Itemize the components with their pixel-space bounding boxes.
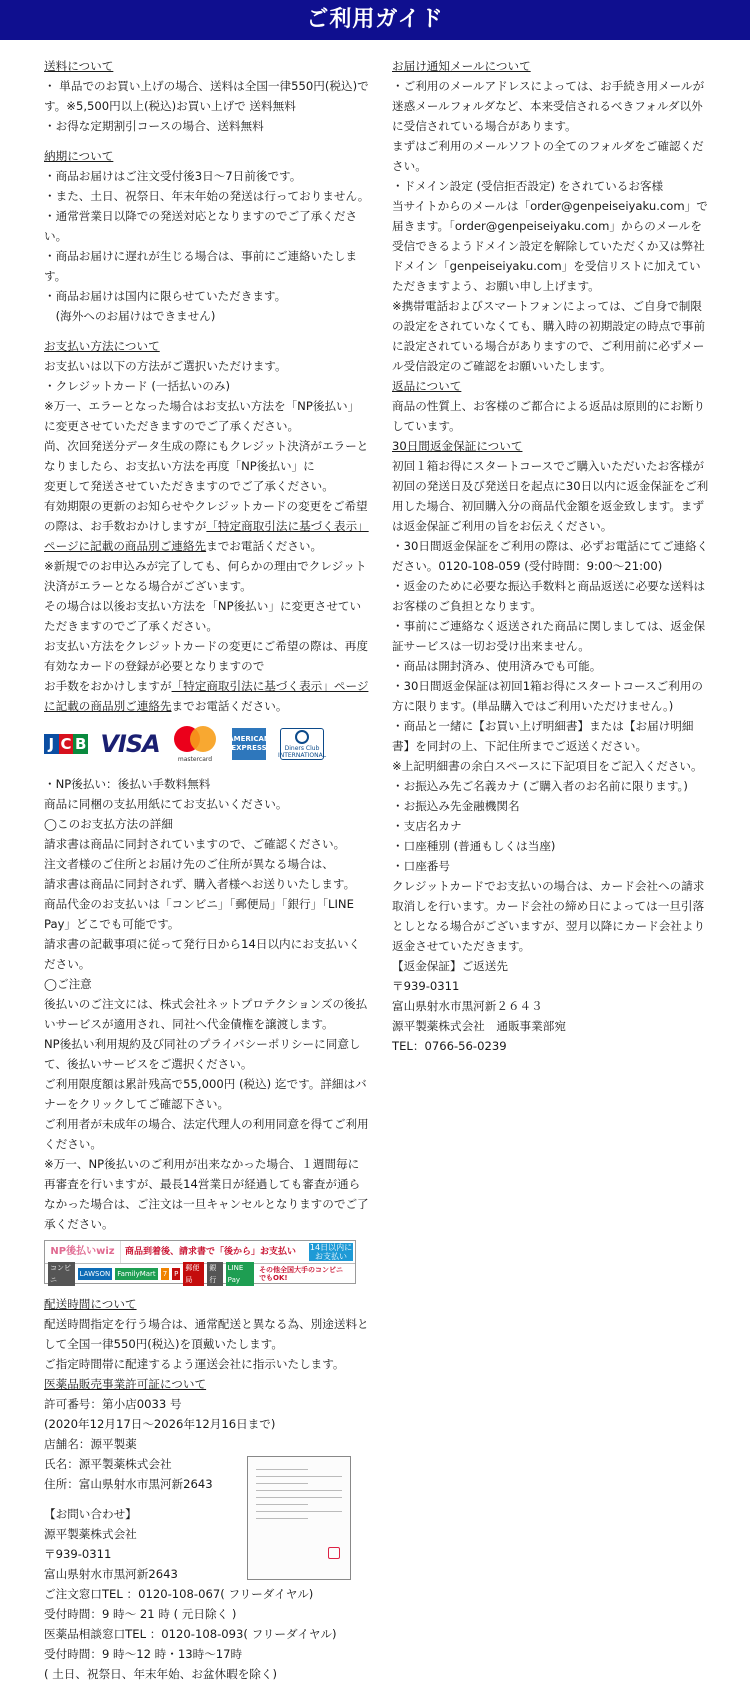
returns-heading: 返品について — [392, 379, 462, 393]
license-certificate-image — [247, 1456, 351, 1580]
np-store: FamilyMart — [117, 1269, 156, 1278]
np-store-list — [45, 1264, 355, 1283]
np-days-badge: 14日以内にお支払い — [309, 1243, 353, 1261]
email-heading: お届け通知メールについて — [392, 59, 531, 73]
guarantee-heading: 30日間返金保証について — [392, 439, 523, 453]
delivery-heading: 納期について — [44, 149, 114, 163]
contact-text: 【お問い合わせ】 源平製薬株式会社 〒939-0311 富山県射水市黒河新2643 ご注文窓口TEL ：0120-108-067( フリーダイヤル) 受付時間：9 時〜 21 時 ( 元日除く ) 医薬品相談窓口TEL ：0120-108-093( フリーダイヤル) 受付時間：9 時〜12 時・13時〜17時 ( 土日、祝祭日、年末年始、お盆休暇を除く) — [44, 1507, 337, 1681]
license-heading: 医薬品販売事業許可証について — [44, 1377, 207, 1391]
np-store: LINE Pay — [226, 1262, 254, 1286]
guarantee-text: 初回１箱お得にスタートコースでご購入いただいたお客様が初回の発送日及び発送日を起点に30日以内に返金保証をご利用した場合、初回購入分の商品代金額を返金致します。まずは返金保証ご利用の旨をお伝えください。 ・30日間返金保証をご利用の際は、必ずお電話にてご連絡ください。0120-108-059 (受付時間：9:00〜21:00) ・返金のために必要な振込手数料と商品返送に必要な送料はお客様のご負担となります。 ・事前にご連絡なく返送された商品に関しましては、返金保証サービスは一切お受け出来ません。 ・商品は開封済み、使用済みでも可能。 ・30日間返金保証は初回1箱お得にスタートコースご利用の方に限ります。(単品購入ではご利用いただけません。) ・商品と一緒に【お買い上げ明細書】または【お届け明細書】を同封の上、下記住所までご返送ください。 ※上記明細書の余白スペースに下記項目をご記入ください。 ・お振込み先ご名義カナ (ご購入者のお名前に限ります。) ・お振込み先金融機関名 ・支店名カナ ・口座種別 (普通もしくは当座) ・口座番号 クレジットカードでお支払いの場合は、カード会社への請求取消しを行います。カード会社の締め日によっては一旦引落としとなる場合がございますが、翌月以降にカード会社より返金させていただきます。 【返金保証】ご返送先 〒939-0311 富山県射水市黒河新２６４３ 源平製薬株式会社 通販事業部宛 TEL：0766-56-0239 — [392, 459, 709, 1053]
card-logos — [44, 724, 370, 764]
visa-logo: VISA — [100, 730, 160, 758]
jcb-logo: J C B — [44, 728, 88, 760]
tokusho-link[interactable]: 「特定商取引法に基づく表示」ページに記載の商品別ご連絡先 — [44, 519, 369, 553]
np-store: P — [174, 1269, 179, 1278]
payment-text-2: ※新規でのお申込みが完了しても、何らかの理由でクレジット決済がエラーとなる場合がございます。 その場合は以後お支払い方法を「NP後払い」に変更させていただきますのでご了承ください。 お支払い方法をクレジットカードの変更にご希望の際は、再度有効なカードの登録が必要となりますので お手数をおかけしますが — [44, 559, 368, 693]
payment-text-1: お支払いは以下の方法がご選択いただけます。 ・クレジットカード (一括払いのみ) ※万一、エラーとなった場合はお支払い方法を「NP後払い」に変更させていただきますのでご了承ください。 尚、次回発送分データ生成の際にもクレジット決済がエラーとなりましたら、お支払い方法を再度「NP後払い」に 変更して発送させていただきますのでご了承ください。 有効期限の更新のお知らせやクレジットカードの変更をご希望の際は、お手数おかけしますが — [44, 359, 369, 533]
np-store-note: その他全国大手のコンビニでもOK! — [259, 1265, 344, 1282]
left-column — [44, 56, 370, 1684]
np-store: 7 — [162, 1269, 168, 1278]
timeslot-heading: 配送時間について — [44, 1297, 137, 1311]
np-store: コンビニ — [48, 1262, 75, 1286]
np-store: 銀行 — [207, 1262, 222, 1286]
np-store: 郵便局 — [183, 1262, 204, 1286]
np-banner[interactable] — [44, 1240, 356, 1284]
np-message: 商品到着後、請求書で「後から」お支払い — [125, 1247, 297, 1257]
email-text: ・ご利用のメールアドレスによっては、お手続き用メールが迷惑メールフォルダなど、本来受信されるべきフォルダ以外に受信されている場合があります。 まずはご利用のメールソフトの全てのフォルダをご確認ください。 ・ドメイン設定 (受信拒否設定) をされているお客様 当サイトからのメールは「order@genpeiseiyaku.com」で届きます。「order@genpeiseiyaku.com」からのメールを受信できるようドメイン設定を解除していただくか又は弊社ドメイン「genpeiseiyaku.com」を受信リストに加えていただきますよう、お願い申し上げます。 ※携帯電話およびスマートフォンによっては、ご自身で制限の設定をされていなくても、購入時の初期設定の時点で事前に設定されている場合がありますので、ご利用前に必ずメール受信設定のご確認をお願いいたします。 — [392, 79, 708, 373]
tokusho-link-2[interactable]: 「特定商取引法に基づく表示」ページに記載の商品別ご連絡先 — [44, 679, 369, 713]
shipping-text: ・ 単品でのお買い上げの場合、送料は全国一律550円(税込)です。※5,500円以上(税込)お買い上げで 送料無料 ・お得な定期割引コースの場合、送料無料 — [44, 79, 369, 133]
delivery-text: ・商品お届けはご注文受付後3日〜7日前後です。 ・また、土日、祝祭日、年末年始の発送は行っておりません。 ・通常営業日以降での発送対応となりますのでご了承ください。 ・商品お届けに遅れが生じる場合は、事前にご連絡いたします。 ・商品お届けは国内に限らせていただきます。 (海外へのお届けはできません) — [44, 169, 370, 323]
np-logo: NP後払いwiz — [45, 1241, 121, 1263]
returns-text: 商品の性質上、お客様のご都合による返品は原則的にお断りしています。 — [392, 399, 706, 433]
license-section — [44, 1374, 370, 1684]
timeslot-text: 配送時間指定を行う場合は、通常配送と異なる為、別途送料として全国一律550円(税込)を頂戴いたします。 ご指定時間帯に配達するよう運送会社に指示いたします。 — [44, 1317, 369, 1371]
payment-text-2b: までお電話ください。 — [171, 699, 288, 713]
page-header — [0, 0, 750, 40]
right-column — [392, 56, 710, 1056]
payment-text-2-block — [44, 556, 370, 716]
seal-stamp — [328, 1547, 340, 1559]
payment-text-1b: までお電話ください。 — [206, 539, 323, 553]
mastercard-logo: mastercard — [172, 724, 218, 764]
np-store: LAWSON — [79, 1269, 111, 1278]
np-payment-text: ・NP後払い：後払い手数料無料 商品に同梱の支払用紙にてお支払いください。 ◯このお支払方法の詳細 請求書は商品に同封されていますので、ご確認ください。 注文者様のご住所とお届け先のご住所が異なる場合は、 請求書は商品に同封されず、購入者様へお送りいたします。 商品代金のお支払いは「コンビニ」「郵便局」「銀行」「LINE Pay」どこでも可能です。 請求書の記載事項に従って発行日から14日以内にお支払いください。 ◯ご注意 後払いのご注文には、株式会社ネットプロテクションズの後払いサービスが適用され、同社へ代金債権を譲渡します。 NP後払い利用規約及び同社のプライバシーポリシーに同意して、後払いサービスをご選択ください。 ご利用限度額は累計残高で55,000円 (税込) 迄です。詳細はバナーをクリックしてご確認下さい。 ご利用者が未成年の場合、法定代理人の利用同意を得てご利用ください。 ※万一、NP後払いのご利用が出来なかった場合、１週間毎に再審査を行いますが、最長14営業日が経過しても審査が通らなかった場合は、ご注文は一旦キャンセルとなりますのでご了承ください。 — [44, 777, 369, 1231]
payment-text — [44, 356, 370, 556]
shipping-heading: 送料について — [44, 59, 114, 73]
page-title: ご利用ガイド — [306, 7, 444, 32]
amex-logo: AMERICAN EXPRESS — [232, 728, 266, 760]
diners-logo: Diners Club INTERNATIONAL — [280, 728, 324, 760]
license-text: 許可番号：第小店0033 号 (2020年12月17日〜2026年12月16日まで) 店舗名：源平製薬 氏名：源平製薬株式会社 住所：富山県射水市黒河新2643 — [44, 1397, 276, 1491]
payment-heading: お支払い方法について — [44, 339, 160, 353]
